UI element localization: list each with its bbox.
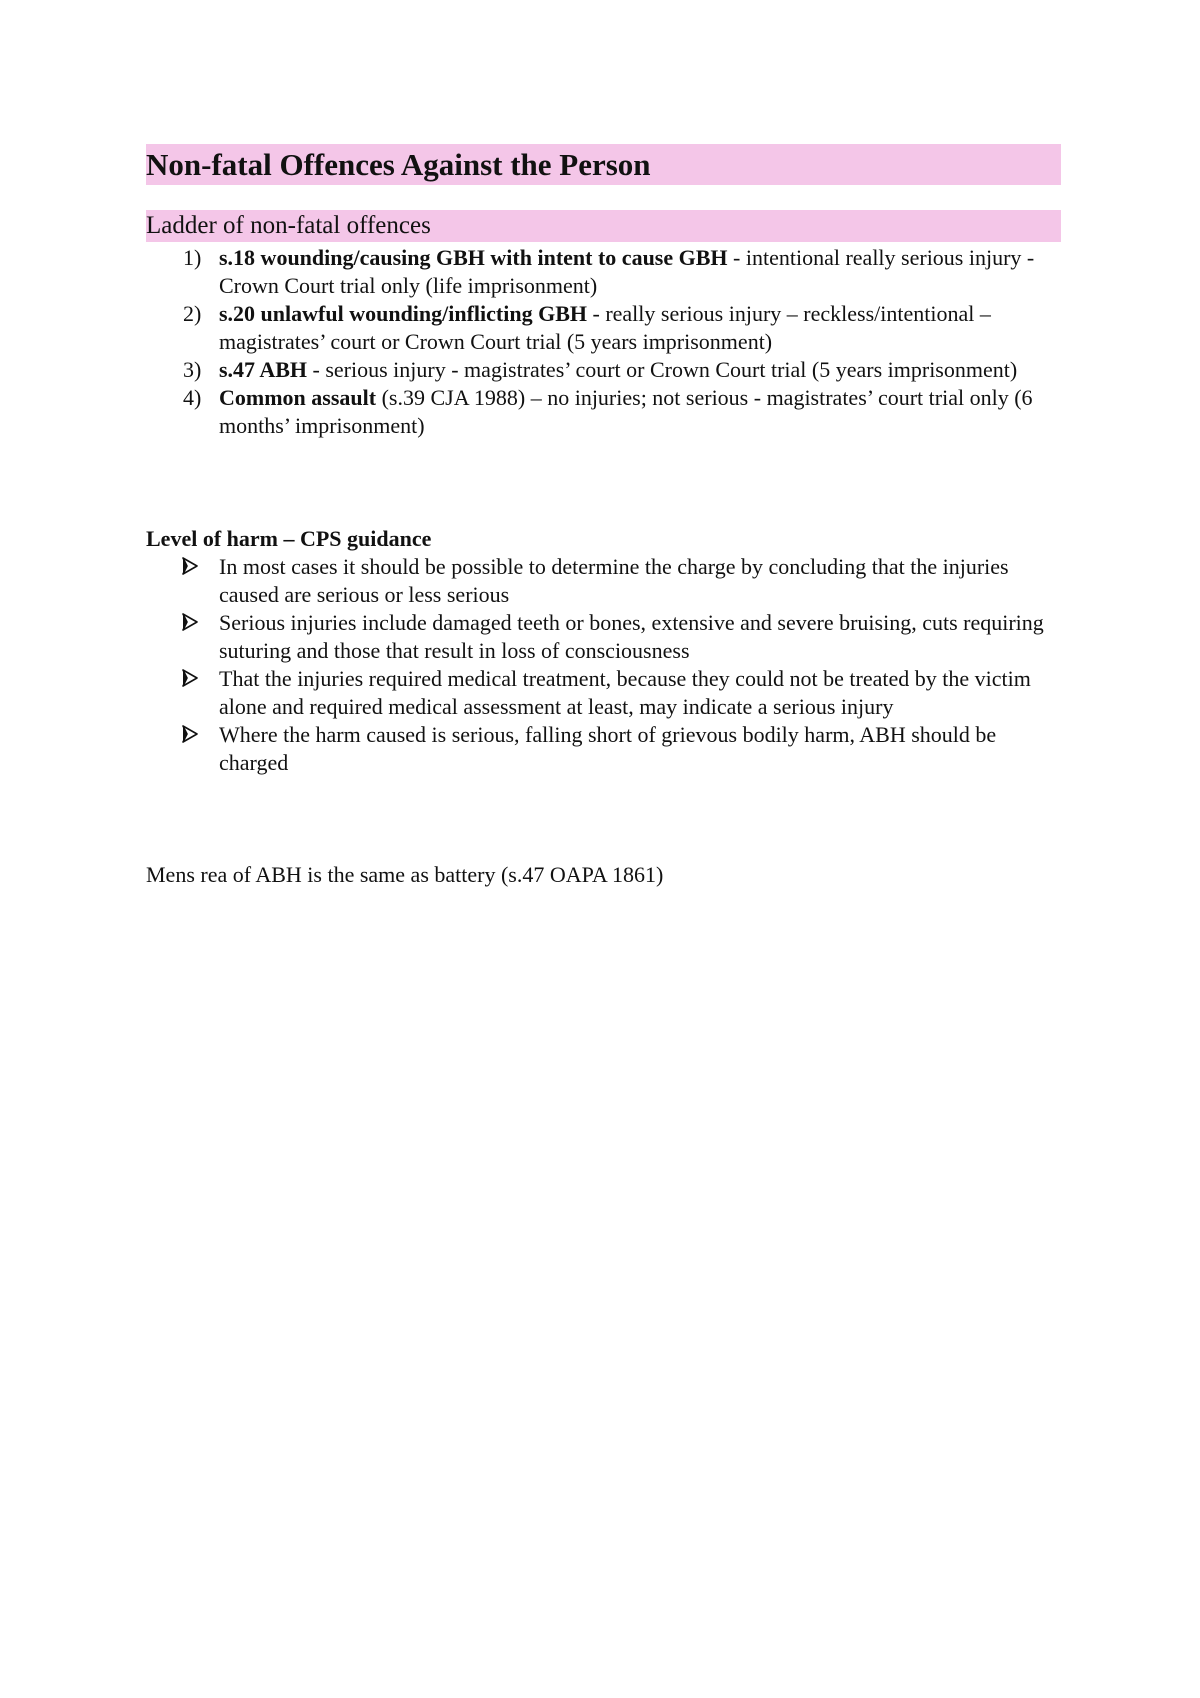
offence-description: - intentional really serious injury - Crown Court trial only (life imprisonment): [219, 245, 1035, 298]
arrowhead-bullet-icon: [181, 725, 199, 743]
offence-name: Common assault: [219, 385, 377, 410]
list-number: 4): [183, 385, 202, 410]
ladder-heading: Ladder of non-fatal offences: [146, 212, 431, 239]
arrowhead-bullet-icon: [181, 557, 199, 575]
list-item: [146, 384, 1066, 440]
offence-description: - serious injury - magistrates’ court or Crown Court trial (5 years imprisonment): [307, 357, 1018, 382]
list-item: [146, 244, 1066, 300]
offence-name: s.18 wounding/causing GBH with intent to cause GBH: [219, 245, 728, 270]
arrowhead-bullet-icon: [181, 613, 199, 631]
list-number: 2): [183, 301, 202, 326]
guidance-text: Serious injuries include damaged teeth or bones, extensive and severe bruising, cuts requiring suturing and those that result in loss of consciousness: [219, 610, 1044, 663]
harm-list: [146, 553, 1066, 777]
guidance-text: That the injuries required medical treatment, because they could not be treated by the victim alone and required medical assessment at least, may indicate a serious injury: [219, 666, 1031, 719]
list-item: [146, 609, 1066, 665]
list-item: [146, 665, 1066, 721]
page-title: Non-fatal Offences Against the Person: [146, 147, 651, 182]
list-item: [146, 721, 1066, 777]
guidance-text: In most cases it should be possible to determine the charge by concluding that the injuries caused are serious or less serious: [219, 554, 1009, 607]
offence-name: s.20 unlawful wounding/inflicting GBH: [219, 301, 587, 326]
arrowhead-bullet-icon: [181, 669, 199, 687]
offence-name: s.47 ABH: [219, 357, 308, 382]
list-item: [146, 300, 1066, 356]
offence-description: (s.39 CJA 1988) – no injuries; not serious - magistrates’ court trial only (6 months’ imprisonment): [219, 385, 1033, 438]
list-item: [146, 553, 1066, 609]
mens-rea-note: Mens rea of ABH is the same as battery (s.47 OAPA 1861): [146, 862, 664, 887]
ladder-list: [146, 244, 1066, 440]
harm-heading: Level of harm – CPS guidance: [146, 526, 432, 551]
list-number: 3): [183, 357, 202, 382]
guidance-text: Where the harm caused is serious, falling short of grievous bodily harm, ABH should be charged: [219, 722, 997, 775]
list-item: [146, 356, 1066, 384]
list-number: 1): [183, 245, 202, 270]
offence-description: - really serious injury – reckless/intentional – magistrates’ court or Crown Court trial (5 years imprisonment): [219, 301, 991, 354]
